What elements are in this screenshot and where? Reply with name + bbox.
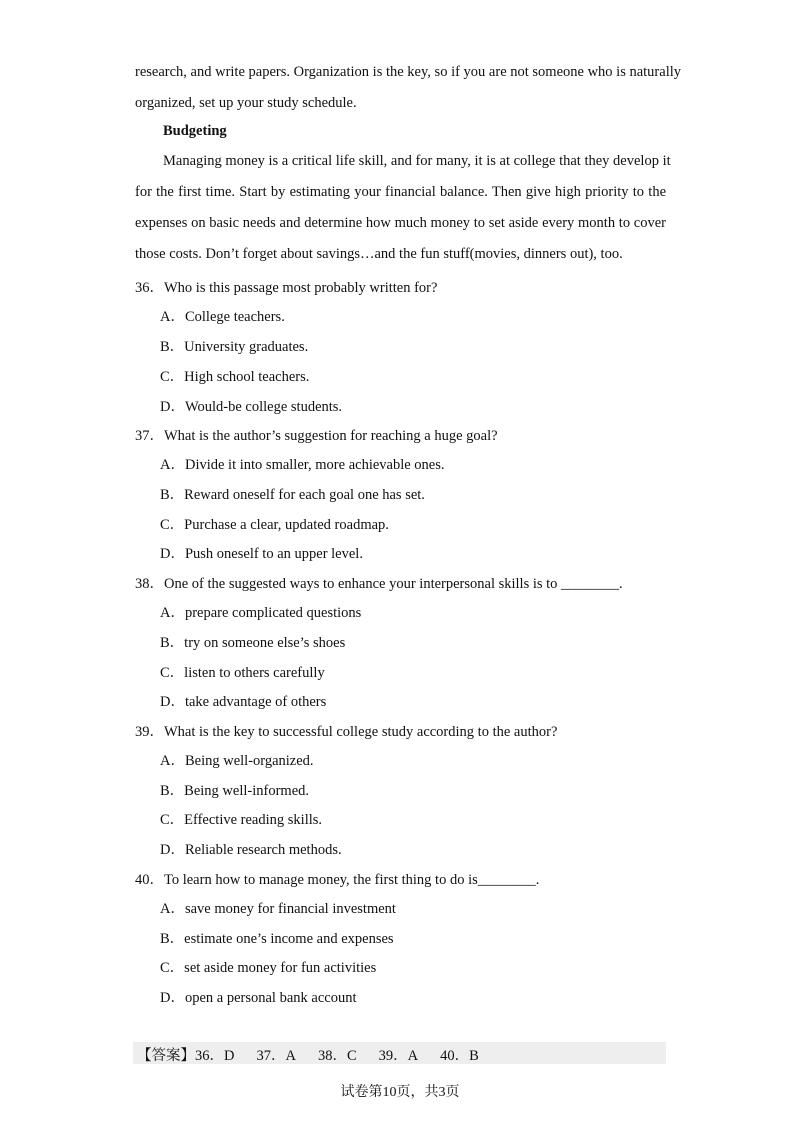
answer-option: B．estimate one’s income and expenses	[160, 931, 394, 947]
answer-option: A．Divide it into smaller, more achievable ones.	[160, 457, 445, 473]
answer-option: A．save money for financial investment	[160, 901, 396, 917]
answer-key-item: 38．C	[317, 1048, 357, 1064]
answer-option: B．Reward oneself for each goal one has set.	[160, 487, 425, 503]
answer-option: A．Being well-organized.	[160, 753, 314, 769]
answer-option: B．Being well-informed.	[160, 783, 310, 799]
answer-key	[137, 1044, 501, 1065]
passage-line: organized, set up your study schedule.	[135, 95, 357, 111]
answer-key-item: 40．B	[440, 1048, 479, 1064]
passage-paragraph	[135, 57, 682, 119]
answer-option: D．take advantage of others	[160, 694, 327, 710]
passage-line: those costs. Don’t forget about savings…and the fun stuff(movies, dinners out), too.	[135, 246, 623, 262]
passage-paragraph	[135, 146, 671, 270]
question-stem: 38．One of the suggested ways to enhance your interpersonal skills is to ________.	[135, 576, 623, 592]
answer-option: C．High school teachers.	[160, 369, 310, 385]
answer-option: C．Purchase a clear, updated roadmap.	[160, 517, 389, 533]
answer-key-item: 39．A	[378, 1048, 419, 1064]
question-stem: 37．What is the author’s suggestion for reaching a huge goal?	[135, 428, 498, 444]
answer-option: D．Push oneself to an upper level.	[160, 546, 363, 562]
answer-option: B．try on someone else’s shoes	[160, 635, 346, 651]
question-stem: 39．What is the key to successful college study according to the author?	[135, 724, 558, 740]
answer-key-item: 37．A	[256, 1048, 296, 1064]
answer-option: D．open a personal bank account	[160, 990, 357, 1006]
answer-option: C．Effective reading skills.	[160, 812, 323, 828]
passage-line: research, and write papers. Organization is the key, so if you are not someone who is naturally	[135, 64, 682, 80]
answer-key-item: 36．D	[195, 1048, 235, 1064]
answer-option: A．prepare complicated questions	[160, 605, 362, 621]
section-heading: Budgeting	[163, 123, 227, 139]
answer-key-label: 【答案】	[137, 1048, 195, 1064]
passage-line: expenses on basic needs and determine how much money to set aside every month to cover	[135, 215, 666, 231]
answer-option: B．University graduates.	[160, 339, 309, 355]
page-footer: 试卷第10页，共3页	[340, 1085, 460, 1100]
answer-option: A．College teachers.	[160, 309, 285, 325]
answer-option: D．Would-be college students.	[160, 399, 343, 415]
question-stem: 40．To learn how to manage money, the first thing to do is________.	[135, 872, 540, 888]
question-stem: 36．Who is this passage most probably written for?	[135, 280, 438, 296]
passage-line: Managing money is a critical life skill, and for many, it is at college that they develop it	[163, 153, 671, 169]
passage-line: for the first time. Start by estimating your financial balance. Then give high priority to the	[135, 184, 666, 200]
answer-option: C．listen to others carefully	[160, 665, 325, 681]
answer-option: D．Reliable research methods.	[160, 842, 342, 858]
answer-option: C．set aside money for fun activities	[160, 960, 377, 976]
